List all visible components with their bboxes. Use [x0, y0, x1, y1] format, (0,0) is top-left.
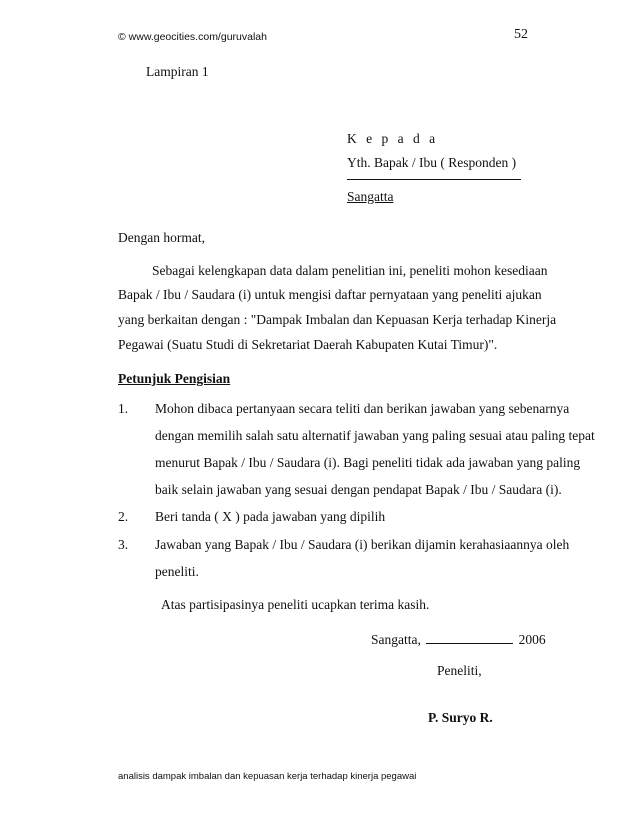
signature-place: Sangatta,	[371, 632, 421, 647]
footer-text: analisis dampak imbalan dan kepuasan kerja terhadap kinerja pegawai	[118, 771, 417, 782]
intro-line-4: Pegawai (Suatu Studi di Sekretariat Daerah Kabupaten Kutai Timur)".	[118, 337, 498, 352]
addressee-yth: Yth. Bapak / Ibu ( Responden )	[347, 155, 517, 170]
intro-line-2: Bapak / Ibu / Saudara (i) untuk mengisi daftar pernyataan yang peneliti ajukan	[118, 287, 542, 302]
greeting: Dengan hormat,	[118, 230, 205, 245]
addressee-kepada: K e p a d a	[347, 131, 439, 146]
instruction-line: Beri tanda ( X ) pada jawaban yang dipilih	[155, 509, 386, 524]
instruction-number: 1.	[118, 401, 129, 416]
page-number: 52	[514, 27, 528, 42]
signature-date-blank	[426, 632, 513, 644]
instruction-line: dengan memilih salah satu alternatif jawaban yang paling sesuai atau paling tepat	[155, 428, 595, 443]
addressee-blank-line	[347, 178, 521, 180]
header-source: © www.geocities.com/guruvalah	[118, 31, 267, 43]
instructions-title: Petunjuk Pengisian	[118, 371, 231, 386]
instruction-line: Mohon dibaca pertanyaan secara teliti dan berikan jawaban yang sebenarnya	[155, 401, 570, 416]
instruction-number: 2.	[118, 509, 129, 524]
signature-role: Peneliti,	[437, 663, 482, 678]
intro-line-3: yang berkaitan dengan : "Dampak Imbalan dan Kepuasan Kerja terhadap Kinerja	[118, 312, 557, 327]
instruction-line: baik selain jawaban yang sesuai dengan pendapat Bapak / Ibu / Saudara (i).	[155, 482, 562, 497]
attachment-label: Lampiran 1	[146, 64, 209, 79]
thanks-text: Atas partisipasinya peneliti ucapkan terima kasih.	[161, 597, 430, 612]
signature-date-line	[371, 632, 546, 648]
addressee-place: Sangatta	[347, 189, 394, 204]
instruction-line: peneliti.	[155, 564, 199, 579]
instruction-line: Jawaban yang Bapak / Ibu / Saudara (i) berikan dijamin kerahasiaannya oleh	[155, 537, 570, 552]
instruction-line: menurut Bapak / Ibu / Saudara (i). Bagi peneliti tidak ada jawaban yang paling	[155, 455, 581, 470]
signature-name: P. Suryo R.	[428, 710, 493, 725]
instruction-number: 3.	[118, 537, 129, 552]
signature-year: 2006	[518, 632, 546, 647]
intro-line-1: Sebagai kelengkapan data dalam penelitian ini, peneliti mohon kesediaan	[152, 263, 548, 278]
